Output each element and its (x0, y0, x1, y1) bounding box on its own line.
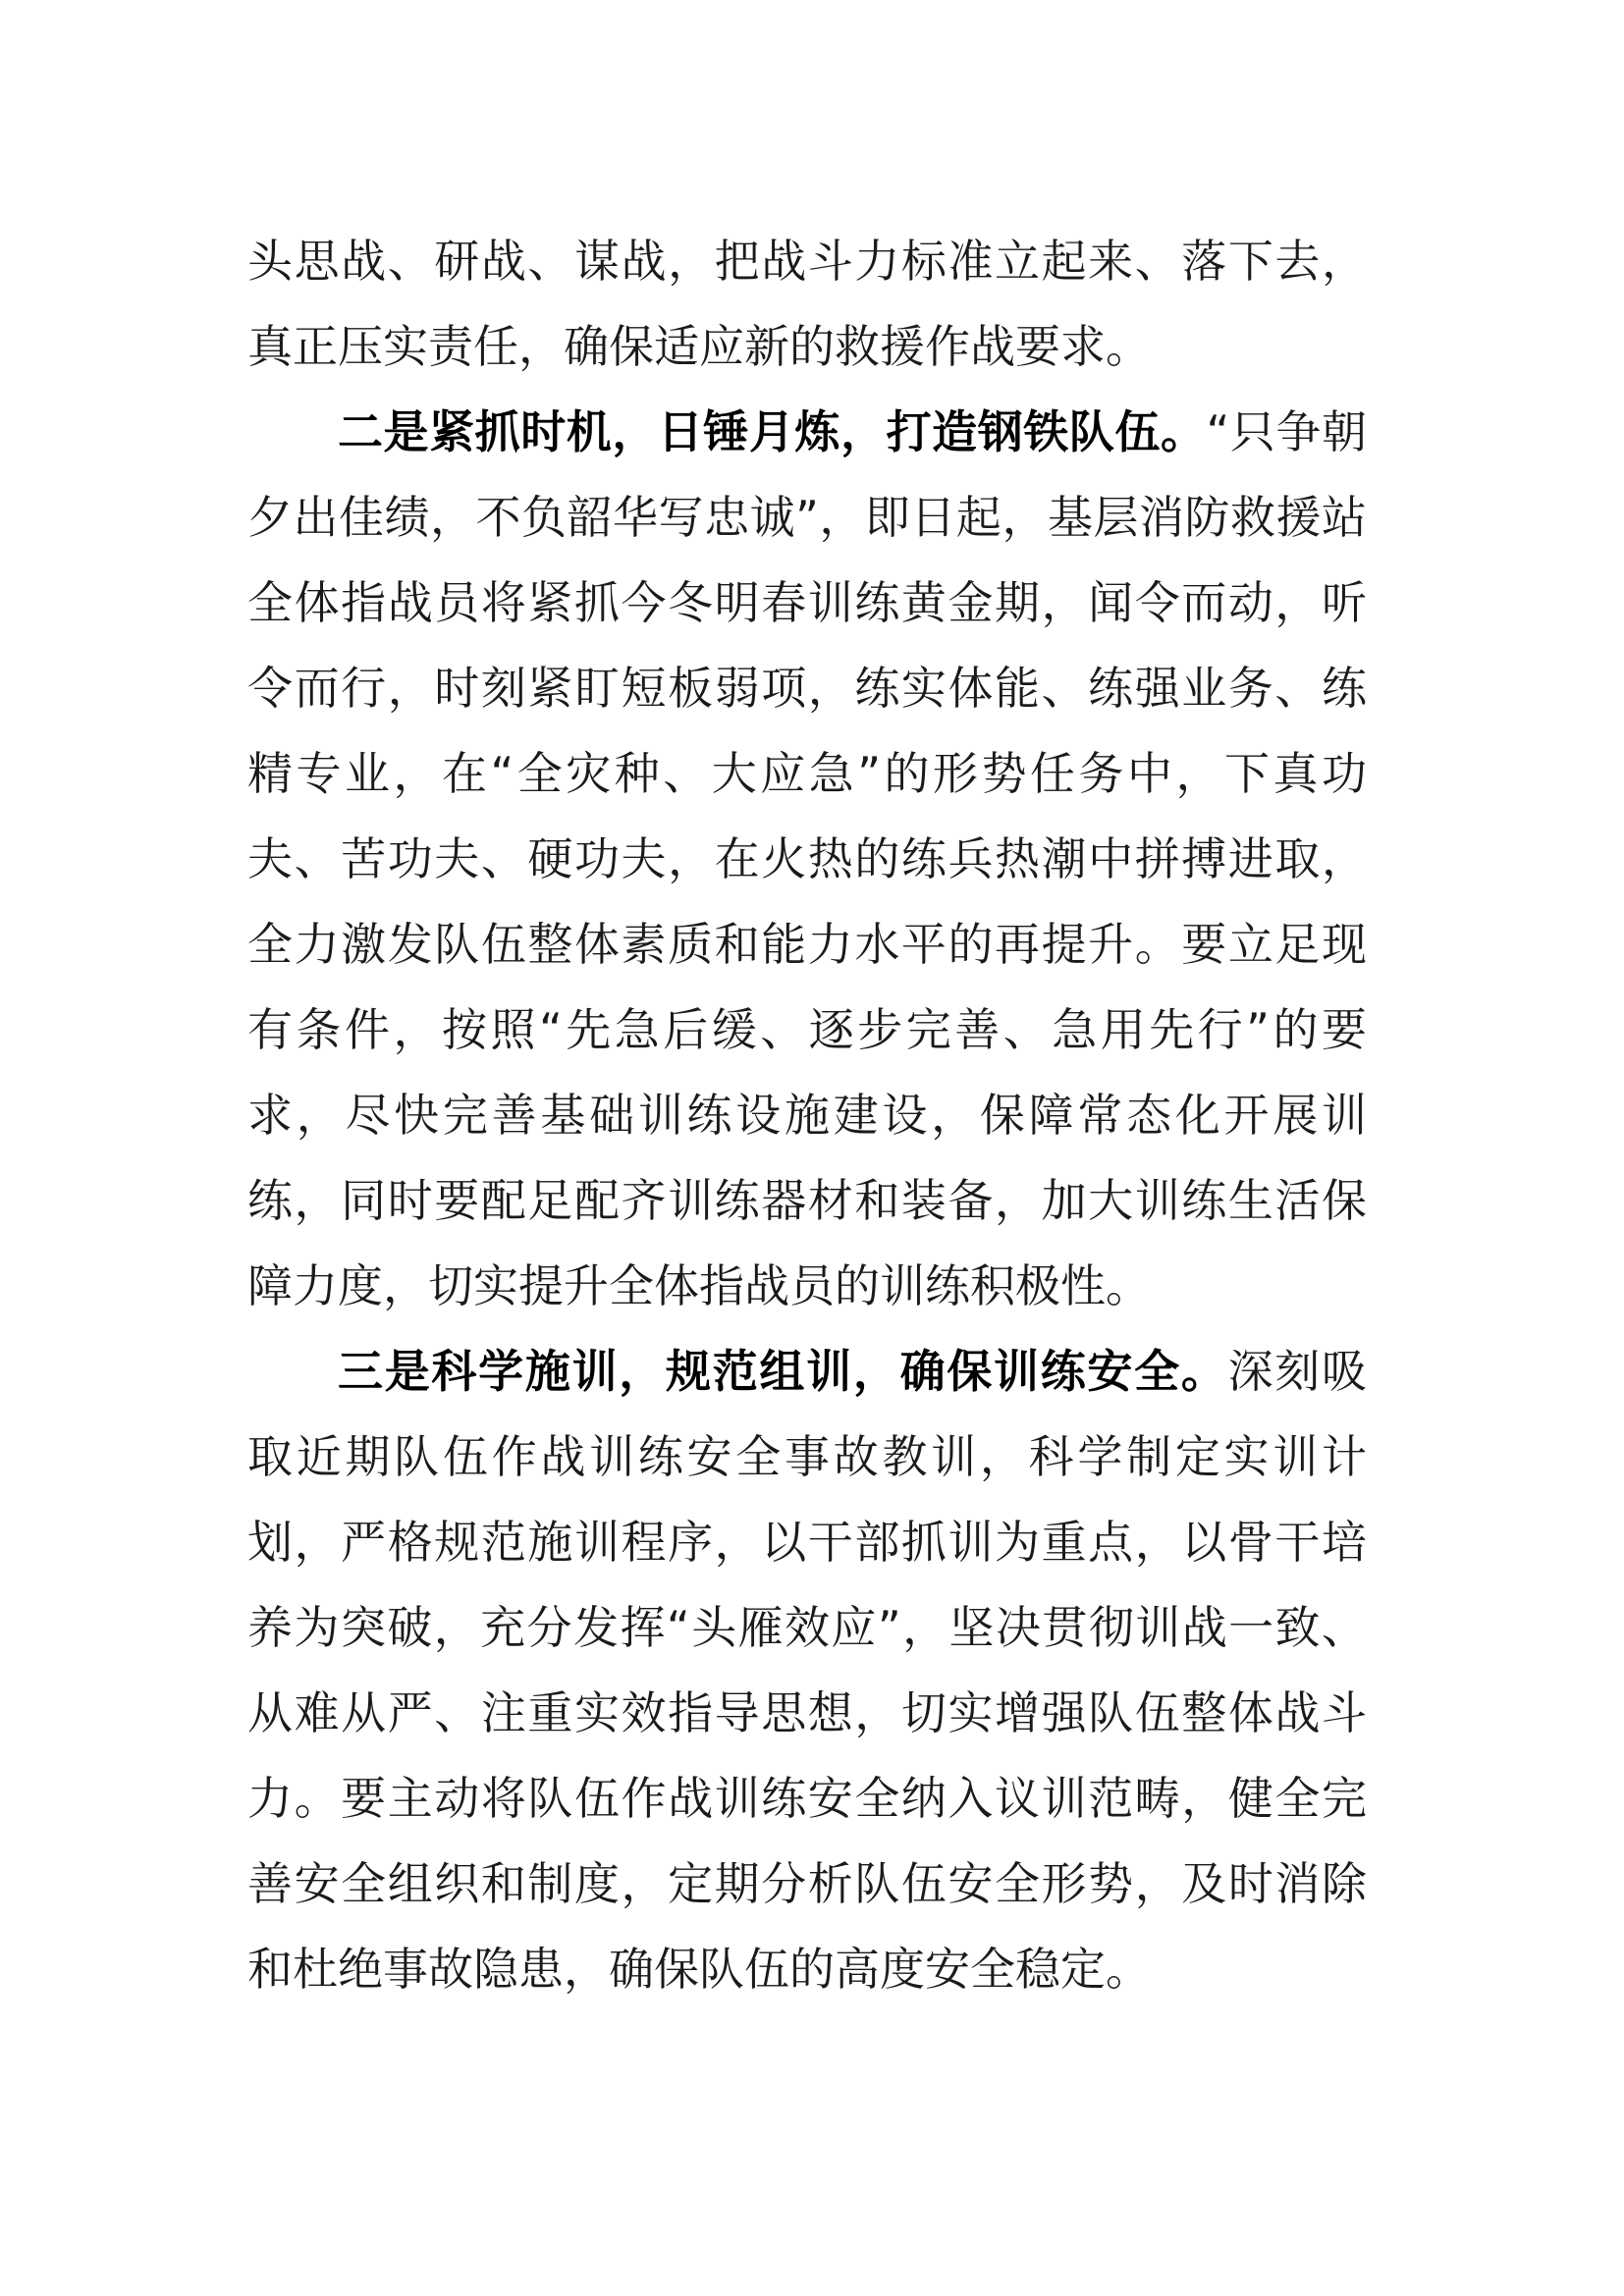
document-body (247, 219, 1367, 2012)
paragraph-lead: 三是科学施训，规范组训，确保训练安全。 (338, 1345, 1228, 1398)
paragraph-continuation (247, 219, 1367, 390)
paragraph-body: 头思战、研战、谋战，把战斗力标准立起来、落下去，真正压实责任，确保适应新的救援作战要求。 (247, 235, 1367, 373)
paragraph-training-timing (247, 390, 1367, 1329)
paragraph-training-safety (247, 1329, 1367, 2012)
paragraph-lead: 二是紧抓时机，日锤月炼，打造钢铁队伍。 (338, 405, 1207, 458)
paragraph-body: “只争朝夕出佳绩，不负韶华写忠诚”，即日起，基层消防救援站全体指战员将紧抓今冬明春训练黄金期，闻令而动，听令而行，时刻紧盯短板弱项，练实体能、练强业务、练精专业，在“全灾种、大应急”的形势任务中，下真功夫、苦功夫、硬功夫，在火热的练兵热潮中拼搏进取，全力激发队伍整体素质和能力水平的再提升。要立足现有条件，按照“先急后缓、逐步完善、急用先行”的要求，尽快完善基础训练设施建设，保障常态化开展训练，同时要配足配齐训练器材和装备，加大训练生活保障力度，切实提升全体指战员的训练积极性。 (247, 405, 1367, 1312)
paragraph-body: 深刻吸取近期队伍作战训练安全事故教训，科学制定实训计划，严格规范施训程序，以干部抓训为重点，以骨干培养为突破，充分发挥“头雁效应”，坚决贯彻训战一致、从难从严、注重实效指导思想，切实增强队伍整体战斗力。要主动将队伍作战训练安全纳入议训范畴，健全完善安全组织和制度，定期分析队伍安全形势，及时消除和杜绝事故隐患，确保队伍的高度安全稳定。 (247, 1345, 1368, 1996)
